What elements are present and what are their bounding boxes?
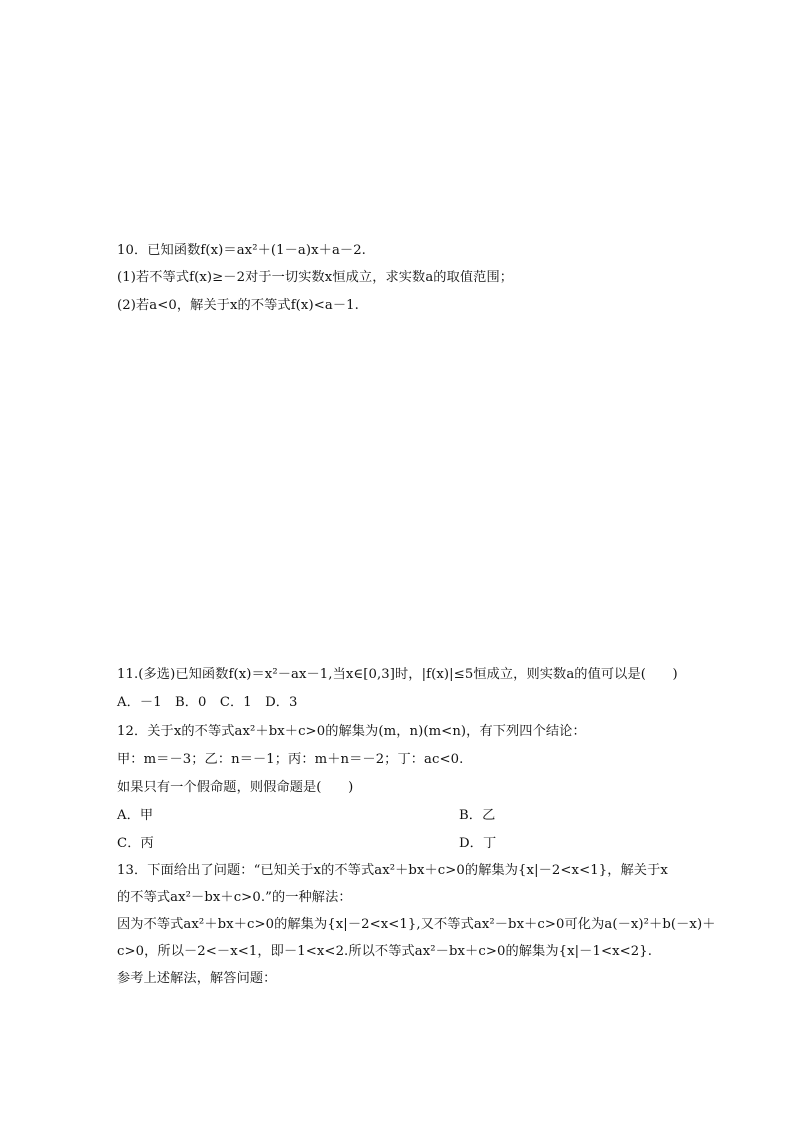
problem-13-line-2: 的不等式ax²－bx＋c>0.”的一种解法： <box>117 890 352 905</box>
problem-13-line-5: 参考上述解法，解答问题： <box>117 971 277 986</box>
problem-11-title: 11.(多选)已知函数f(x)＝x²－ax－1,当x∈[0,3]时，|f(x)|≤5恒成立，则实数a的值可以是( ) <box>117 667 678 682</box>
problem-13-line-4: c>0，所以－2<－x<1，即－1<x<2.所以不等式ax²－bx＋c>0的解集为{x|－1<x<2}. <box>117 944 653 959</box>
problem-12-option-c: C．丙 <box>117 836 154 851</box>
problem-13-line-1: 13．下面给出了问题：“已知关于x的不等式ax²＋bx＋c>0的解集为{x|－2<x<1}，解关于x <box>117 863 668 878</box>
problem-12-option-d: D．丁 <box>459 836 497 851</box>
problem-12-option-row-2 <box>117 835 497 853</box>
problem-10-part-1: (1)若不等式f(x)≥－2对于一切实数x恒成立，求实数a的取值范围； <box>117 270 514 285</box>
problem-13-line-3: 因为不等式ax²＋bx＋c>0的解集为{x|－2<x<1},又不等式ax²－bx＋c>0可化为a(－x)²＋b(－x)＋ <box>117 917 716 932</box>
problem-11-options: A．－1 B．0 C．1 D．3 <box>117 695 298 710</box>
problem-12-option-a: A．甲 <box>117 808 154 823</box>
problem-12-option-row-1 <box>117 807 496 825</box>
problem-12-title: 12．关于x的不等式ax²＋bx＋c>0的解集为(m，n)(m<n)，有下列四个结论： <box>117 724 586 739</box>
problem-12-option-b: B．乙 <box>459 808 496 823</box>
problem-12-question: 如果只有一个假命题，则假命题是( ) <box>117 780 354 795</box>
problem-10-title: 10．已知函数f(x)＝ax²＋(1－a)x＋a－2. <box>117 243 366 258</box>
problem-10-part-2: (2)若a<0，解关于x的不等式f(x)<a－1. <box>117 298 359 313</box>
problem-12-statements: 甲：m＝－3；乙：n＝－1；丙：m＋n＝－2；丁：ac<0. <box>117 752 464 767</box>
